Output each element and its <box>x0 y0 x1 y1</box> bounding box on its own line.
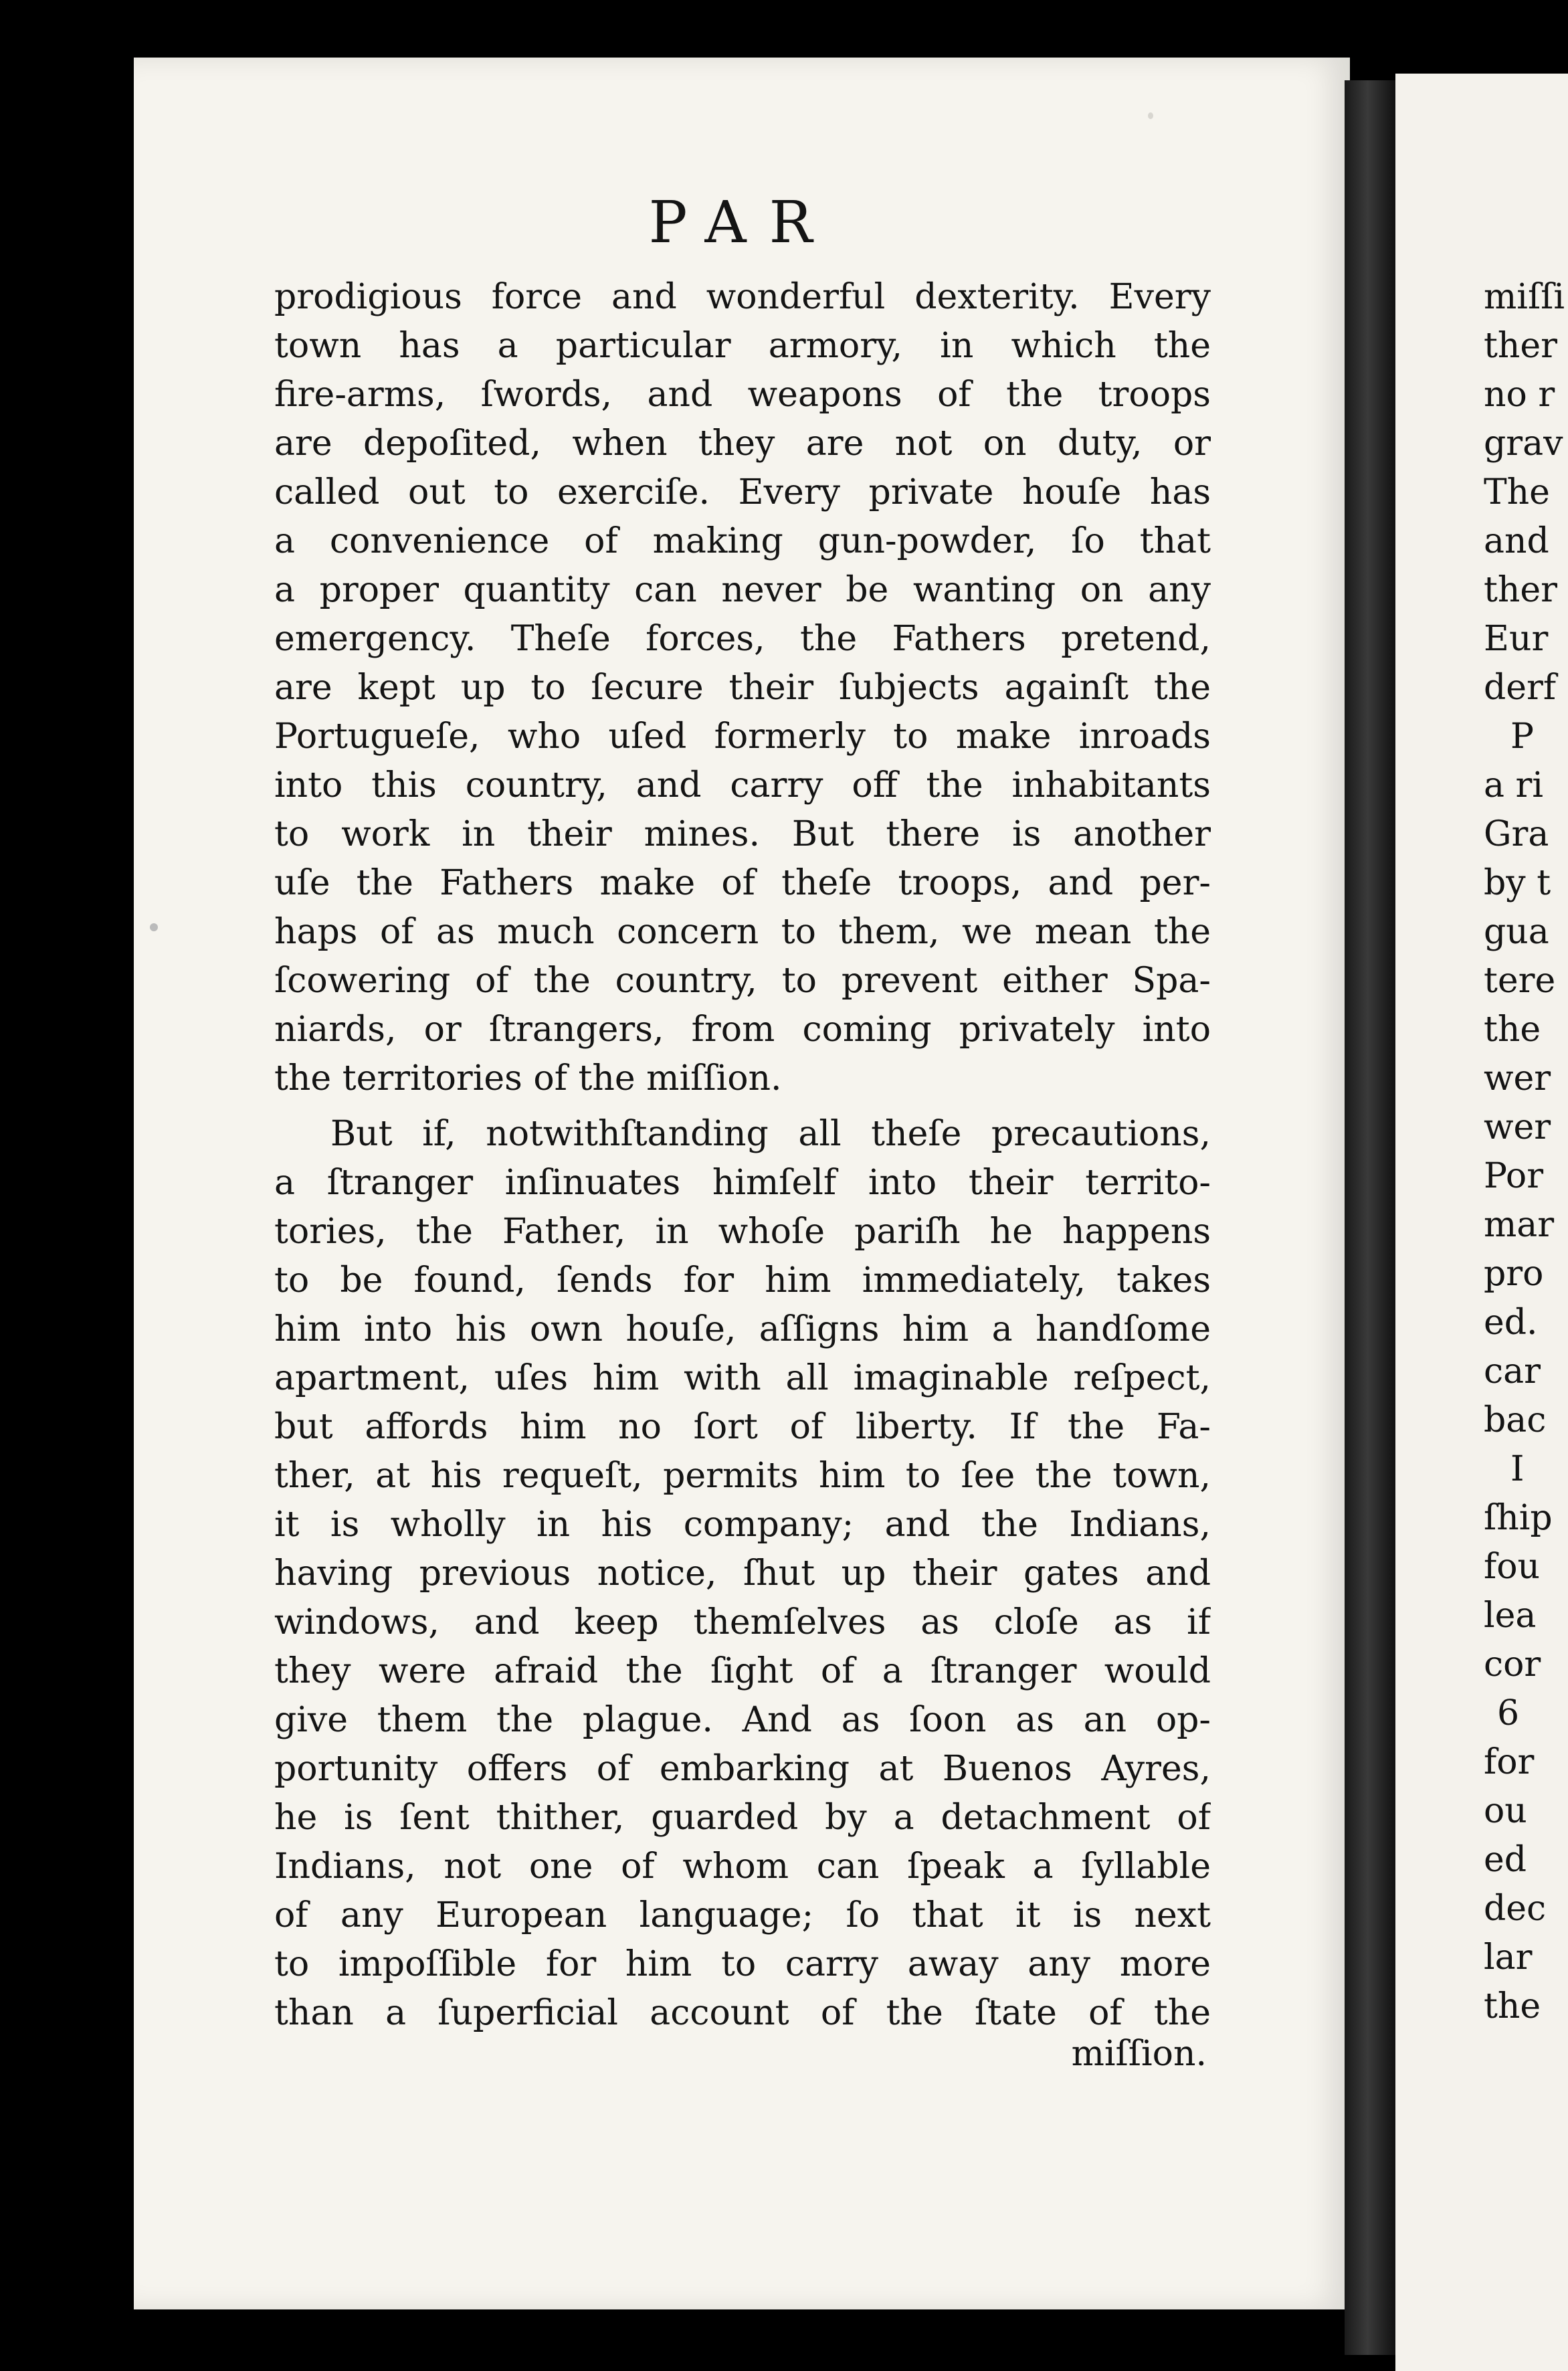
text-line: emergency. Theſe forces, the Fathers pretend, <box>274 619 1211 659</box>
facing-text-line: car <box>1484 1351 1541 1392</box>
facing-text-line: grav <box>1484 423 1563 464</box>
text-line: to be found, ſends for him immediately, takes <box>274 1260 1211 1301</box>
text-line: niards, or ſtrangers, from coming privately into <box>274 1010 1211 1050</box>
text-line: are kept up to ſecure their ſubjects againſt the <box>274 668 1211 708</box>
text-line: of any European language; ſo that it is next <box>274 1895 1211 1935</box>
facing-text-line: mar <box>1484 1205 1555 1245</box>
text-line: a proper quantity can never be wanting on any <box>274 570 1211 610</box>
facing-text-line: miſſi <box>1484 277 1565 317</box>
facing-text-line: a ri <box>1484 765 1544 805</box>
text-line: portunity offers of embarking at Buenos Ayres, <box>274 1749 1211 1789</box>
facing-text-line: fou <box>1484 1547 1541 1587</box>
text-line: prodigious force and wonderful dexterity. Every <box>274 277 1211 317</box>
facing-text-line: Gra <box>1484 814 1549 854</box>
facing-text-line: no r <box>1484 375 1555 415</box>
text-line: a ſtranger inſinuates himſelf into their territo- <box>274 1163 1211 1203</box>
text-line: give them the plague. And as ſoon as an op- <box>274 1700 1211 1740</box>
text-line: to impoſſible for him to carry away any more <box>274 1944 1211 1984</box>
text-line: haps of as much concern to them, we mean the <box>274 912 1211 952</box>
facing-text-line: the <box>1484 1986 1541 2026</box>
text-line: the territories of the miſſion. <box>274 1058 782 1099</box>
text-line: ſcowering of the country, to prevent either Spa- <box>274 961 1211 1001</box>
text-line: tories, the Father, in whoſe pariſh he happens <box>274 1212 1211 1252</box>
facing-text-line: wer <box>1484 1058 1551 1099</box>
facing-text-line: Por <box>1484 1156 1544 1196</box>
text-line: town has a particular armory, in which the <box>274 326 1211 366</box>
text-line: he is ſent thither, guarded by a detachment of <box>274 1798 1211 1838</box>
facing-text-line: ſhip <box>1484 1498 1553 1538</box>
running-header: PAR <box>648 189 836 256</box>
text-line: ther, at his requeſt, permits him to ſee the town, <box>274 1456 1211 1496</box>
text-line: him into his own houſe, aſſigns him a handſome <box>274 1309 1211 1349</box>
facing-text-line: P <box>1510 717 1534 757</box>
book-gutter <box>1345 80 1395 2355</box>
paper-speck <box>1148 112 1153 119</box>
catchword: miſſion. <box>1071 2034 1207 2074</box>
text-line: than a ſuperficial account of the ſtate of the <box>274 1993 1211 2033</box>
facing-text-line: Eur <box>1484 619 1549 659</box>
facing-text-line: wer <box>1484 1107 1551 1147</box>
facing-text-line: gua <box>1484 912 1549 952</box>
facing-text-line: ther <box>1484 570 1558 610</box>
text-line: having previous notice, ſhut up their gates and <box>274 1553 1211 1594</box>
text-line: it is wholly in his company; and the Indians, <box>274 1505 1211 1545</box>
facing-text-line: derf <box>1484 668 1557 708</box>
facing-text-line: for <box>1484 1742 1535 1782</box>
text-line: into this country, and carry off the inhabitants <box>274 765 1211 805</box>
facing-text-line: bac <box>1484 1400 1547 1440</box>
text-line: called out to exerciſe. Every private houſe has <box>274 472 1211 512</box>
facing-text-line: 6 <box>1497 1693 1520 1733</box>
facing-text-line: lea <box>1484 1596 1537 1636</box>
text-line: Portugueſe, who uſed formerly to make inroads <box>274 717 1211 757</box>
facing-text-line: I <box>1510 1449 1525 1489</box>
text-line: they were afraid the ſight of a ſtranger would <box>274 1651 1211 1691</box>
facing-text-line: The <box>1484 472 1550 512</box>
text-line: Indians, not one of whom can ſpeak a ſyllable <box>274 1846 1211 1887</box>
facing-text-line: ou <box>1484 1791 1527 1831</box>
text-line: But if, notwithſtanding all theſe precautions, <box>330 1114 1211 1154</box>
text-line: windows, and keep themſelves as cloſe as if <box>274 1602 1211 1642</box>
facing-text-line: ed. <box>1484 1303 1538 1343</box>
facing-page-text <box>1484 273 1568 2031</box>
text-line: apartment, uſes him with all imaginable reſpect, <box>274 1358 1211 1398</box>
facing-text-line: by t <box>1484 863 1551 903</box>
facing-text-line: dec <box>1484 1889 1547 1929</box>
facing-text-line: lar <box>1484 1937 1533 1978</box>
text-line: are depoſited, when they are not on duty, or <box>274 423 1211 464</box>
facing-text-line: the <box>1484 1010 1541 1050</box>
body-text <box>274 273 1211 2038</box>
text-line: a convenience of making gun-powder, ſo that <box>274 521 1211 561</box>
text-line: uſe the Fathers make of theſe troops, and per- <box>274 863 1211 903</box>
facing-text-line: tere <box>1484 961 1556 1001</box>
facing-text-line: and <box>1484 521 1549 561</box>
text-line: fire-arms, ſwords, and weapons of the troops <box>274 375 1211 415</box>
text-line: but affords him no ſort of liberty. If the Fa- <box>274 1407 1211 1447</box>
paper-speck <box>150 923 158 931</box>
facing-text-line: pro <box>1484 1254 1544 1294</box>
facing-text-line: cor <box>1484 1644 1541 1685</box>
text-line: to work in their mines. But there is another <box>274 814 1211 854</box>
facing-text-line: ther <box>1484 326 1558 366</box>
facing-text-line: ed <box>1484 1840 1527 1880</box>
